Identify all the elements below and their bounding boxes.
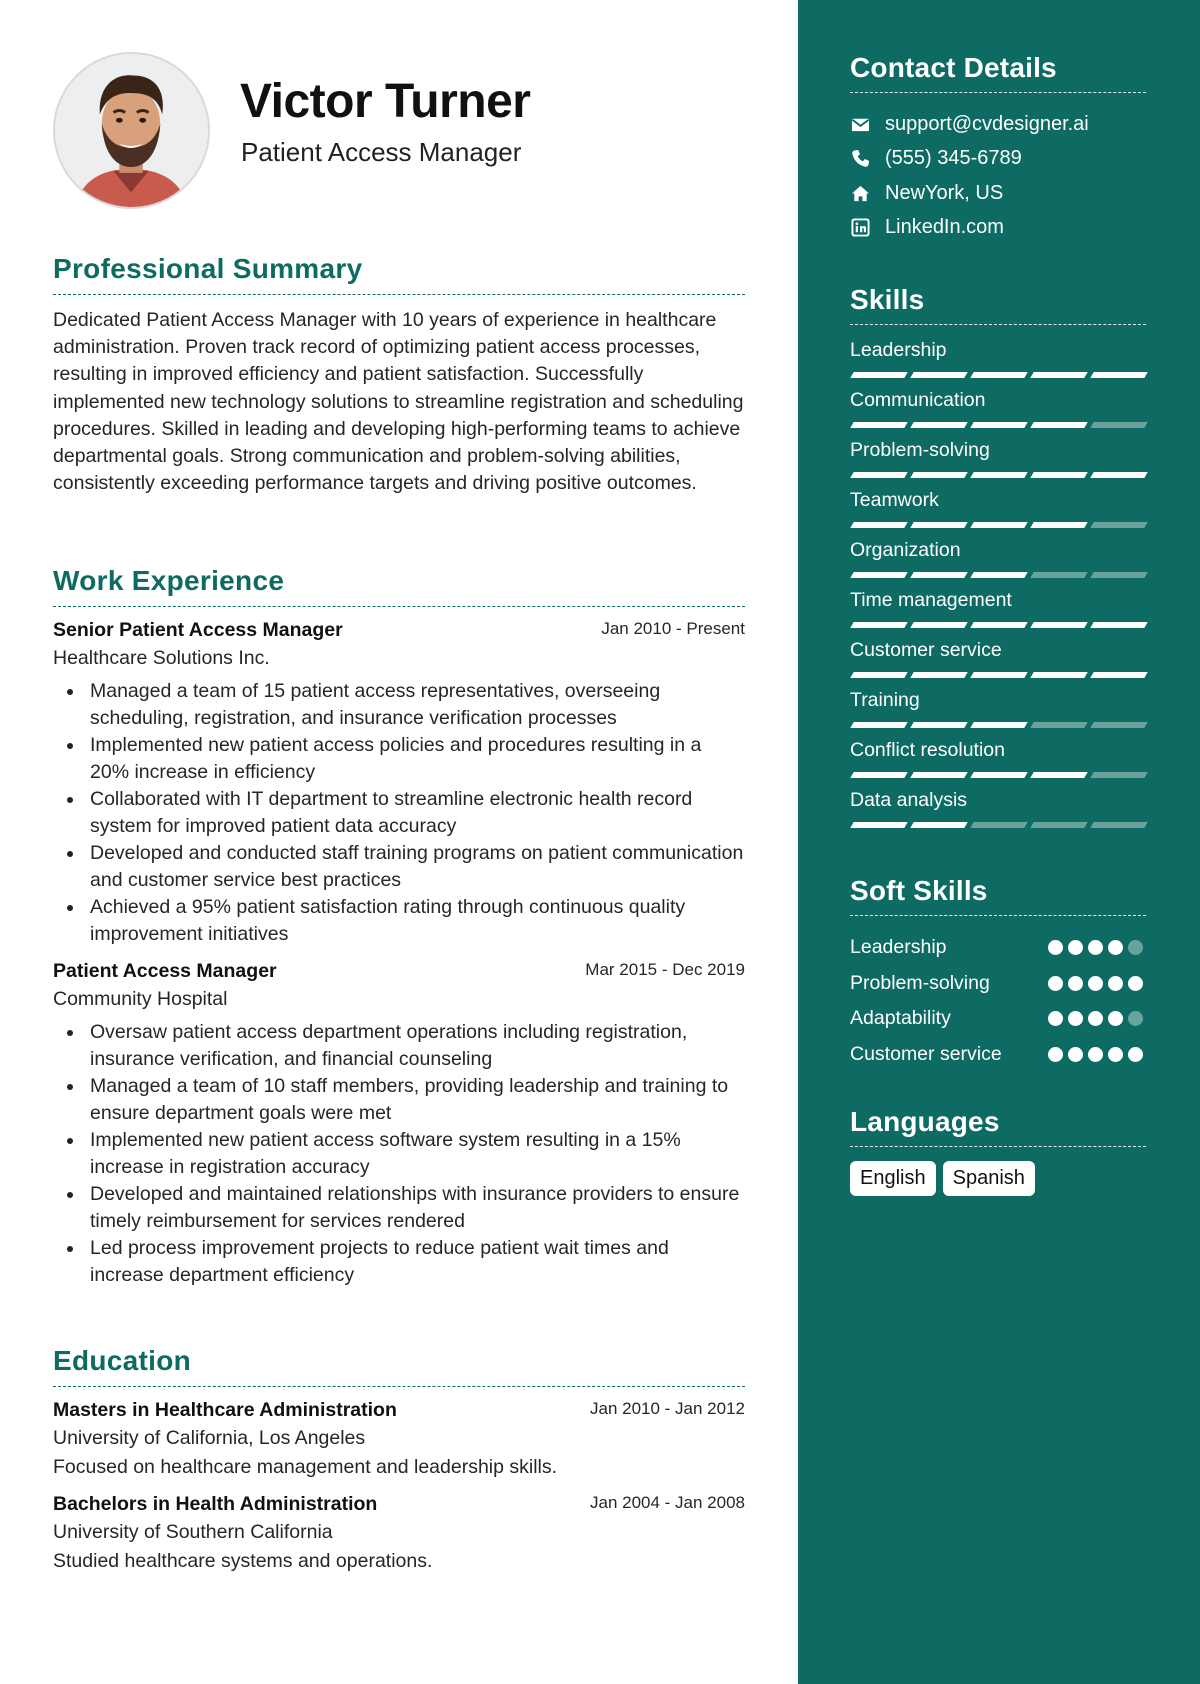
experience-section xyxy=(53,565,745,1301)
job-bullet: Managed a team of 10 staff members, providing leadership and training to ensure department goals were met xyxy=(53,1073,745,1127)
job-bullet: Oversaw patient access department operations including registration, insurance verification, and financial counseling xyxy=(53,1019,745,1073)
skill-item xyxy=(850,639,1146,689)
skill-segment-filled xyxy=(910,472,967,478)
skill-segment-filled xyxy=(850,822,907,828)
skill-segment-filled xyxy=(910,422,967,428)
skill-name: Organization xyxy=(850,539,961,561)
skill-item xyxy=(850,389,1146,439)
soft-skill-name: Problem-solving xyxy=(850,971,990,994)
job-entry xyxy=(53,619,745,948)
skill-item xyxy=(850,789,1146,839)
contact-phone[interactable] xyxy=(850,142,1146,177)
skill-segment-filled xyxy=(1090,372,1147,378)
skill-segment-empty xyxy=(1090,422,1147,428)
job-bullet: Collaborated with IT department to streamline electronic health record system for improved patient data accuracy xyxy=(53,786,745,840)
rating-dot-filled xyxy=(1088,1047,1103,1062)
school-name: University of Southern California xyxy=(53,1521,333,1543)
education-entry xyxy=(53,1493,745,1573)
skill-item xyxy=(850,439,1146,489)
contact-location-text: NewYork, US xyxy=(885,181,1004,204)
soft-skill-item xyxy=(850,930,1146,966)
soft-skills-heading: Soft Skills xyxy=(850,875,1146,916)
skill-segment-empty xyxy=(1090,722,1147,728)
education-header xyxy=(53,1399,745,1425)
experience-heading: Work Experience xyxy=(53,565,745,607)
job-bullet: Developed and conducted staff training programs on patient communication and customer service best practices xyxy=(53,840,745,894)
skill-segment-empty xyxy=(1030,822,1087,828)
rating-dot-empty xyxy=(1128,940,1143,955)
skill-segment-filled xyxy=(910,372,967,378)
skill-segment-filled xyxy=(850,372,907,378)
skill-segment-empty xyxy=(1090,822,1147,828)
contact-email[interactable] xyxy=(850,107,1146,142)
skill-segment-filled xyxy=(850,772,907,778)
skill-segment-filled xyxy=(850,422,907,428)
skill-segment-empty xyxy=(1090,522,1147,528)
education-section xyxy=(53,1345,745,1587)
skill-level-bar xyxy=(850,722,1146,728)
skill-level-bar xyxy=(850,522,1146,528)
skill-segment-filled xyxy=(910,672,967,678)
skill-segment-filled xyxy=(1030,522,1087,528)
soft-skill-item xyxy=(850,1037,1146,1073)
skill-segment-filled xyxy=(910,822,967,828)
job-bullets xyxy=(53,1019,745,1289)
email-icon xyxy=(850,114,870,134)
job-header xyxy=(53,619,745,645)
skill-name: Training xyxy=(850,689,920,711)
education-entry xyxy=(53,1399,745,1479)
summary-section xyxy=(53,253,745,497)
skill-segment-filled xyxy=(1030,422,1087,428)
skill-name: Time management xyxy=(850,589,1012,611)
education-header xyxy=(53,1493,745,1519)
job-bullet: Developed and maintained relationships with insurance providers to ensure timely reimbursement for services rendered xyxy=(53,1181,745,1235)
soft-skill-name: Customer service xyxy=(850,1042,1002,1065)
skill-segment-filled xyxy=(850,722,907,728)
contact-heading: Contact Details xyxy=(850,52,1146,93)
job-bullet: Achieved a 95% patient satisfaction rating through continuous quality improvement initiatives xyxy=(53,894,745,948)
skill-item xyxy=(850,339,1146,389)
candidate-title: Patient Access Manager xyxy=(241,137,522,167)
skill-segment-filled xyxy=(910,522,967,528)
contact-section xyxy=(850,52,1146,245)
skills-section xyxy=(850,284,1146,839)
rating-dot-filled xyxy=(1108,1047,1123,1062)
languages-heading: Languages xyxy=(850,1106,1146,1147)
skill-item xyxy=(850,489,1146,539)
skill-segment-filled xyxy=(910,622,967,628)
soft-skill-name: Adaptability xyxy=(850,1007,951,1030)
skill-name: Conflict resolution xyxy=(850,739,1005,761)
education-description: Focused on healthcare management and leadership skills. xyxy=(53,1456,558,1478)
job-bullets xyxy=(53,678,745,948)
skill-name: Teamwork xyxy=(850,489,939,511)
skill-segment-empty xyxy=(1030,572,1087,578)
education-date: Jan 2004 - Jan 2008 xyxy=(589,1493,745,1512)
soft-skills-section xyxy=(850,875,1146,1072)
skill-item xyxy=(850,739,1146,789)
skill-level-bar xyxy=(850,822,1146,828)
rating-dot-filled xyxy=(1068,940,1083,955)
skill-name: Problem-solving xyxy=(850,439,990,461)
school-name: University of California, Los Angeles xyxy=(53,1427,366,1449)
skill-segment-filled xyxy=(910,572,967,578)
job-bullet: Managed a team of 15 patient access representatives, overseeing scheduling, registration, and insurance verification processes xyxy=(53,678,745,732)
rating-dot-filled xyxy=(1088,1011,1103,1026)
contact-phone-text: (555) 345-6789 xyxy=(885,147,1022,170)
skill-segment-filled xyxy=(850,472,907,478)
soft-skill-rating xyxy=(1048,1011,1146,1026)
education-description: Studied healthcare systems and operations. xyxy=(53,1550,433,1572)
rating-dot-filled xyxy=(1068,976,1083,991)
soft-skill-rating xyxy=(1048,1047,1146,1062)
job-bullet: Implemented new patient access software system resulting in a 15% increase in registration accuracy xyxy=(53,1127,745,1181)
language-tag: English xyxy=(850,1161,936,1196)
summary-heading: Professional Summary xyxy=(53,253,745,295)
rating-dot-filled xyxy=(1128,976,1143,991)
skill-segment-filled xyxy=(970,372,1027,378)
rating-dot-filled xyxy=(1088,976,1103,991)
skill-segment-filled xyxy=(850,572,907,578)
rating-dot-filled xyxy=(1048,940,1063,955)
skill-item xyxy=(850,539,1146,589)
skill-segment-filled xyxy=(970,772,1027,778)
skill-level-bar xyxy=(850,372,1146,378)
skill-segment-filled xyxy=(1030,622,1087,628)
soft-skill-item xyxy=(850,966,1146,1002)
skill-name: Communication xyxy=(850,389,986,411)
job-header xyxy=(53,960,745,986)
profile-photo xyxy=(53,52,210,209)
rating-dot-filled xyxy=(1048,1011,1063,1026)
skill-level-bar xyxy=(850,472,1146,478)
rating-dot-filled xyxy=(1068,1047,1083,1062)
job-date: Mar 2015 - Dec 2019 xyxy=(585,960,745,979)
skill-segment-filled xyxy=(850,522,907,528)
skill-item xyxy=(850,689,1146,739)
linkedin-icon xyxy=(850,218,870,238)
job-company: Healthcare Solutions Inc. xyxy=(53,647,270,669)
skill-segment-filled xyxy=(1030,372,1087,378)
soft-skill-rating xyxy=(1048,976,1146,991)
job-role: Patient Access Manager xyxy=(53,960,277,982)
job-bullet: Implemented new patient access policies and procedures resulting in a 20% increase in efficiency xyxy=(53,732,745,786)
skill-item xyxy=(850,589,1146,639)
degree-name: Bachelors in Health Administration xyxy=(53,1493,378,1515)
rating-dot-filled xyxy=(1068,1011,1083,1026)
skill-level-bar xyxy=(850,672,1146,678)
resume-header xyxy=(53,52,753,210)
rating-dot-filled xyxy=(1128,1047,1143,1062)
skill-segment-filled xyxy=(1090,672,1147,678)
skill-segment-filled xyxy=(970,572,1027,578)
languages-section xyxy=(850,1106,1146,1196)
rating-dot-filled xyxy=(1108,940,1123,955)
home-icon xyxy=(850,183,870,203)
rating-dot-filled xyxy=(1048,976,1063,991)
skill-segment-filled xyxy=(970,422,1027,428)
contact-email-text: support@cvdesigner.ai xyxy=(885,112,1089,135)
contact-linkedin-text: LinkedIn.com xyxy=(885,216,1004,239)
job-bullet: Led process improvement projects to reduce patient wait times and increase department efficiency xyxy=(53,1235,745,1289)
skill-segment-filled xyxy=(910,722,967,728)
rating-dot-filled xyxy=(1108,1011,1123,1026)
contact-linkedin[interactable] xyxy=(850,211,1146,246)
skill-segment-filled xyxy=(1090,472,1147,478)
rating-dot-filled xyxy=(1108,976,1123,991)
education-heading: Education xyxy=(53,1345,745,1387)
degree-name: Masters in Healthcare Administration xyxy=(53,1399,397,1421)
skill-level-bar xyxy=(850,422,1146,428)
skill-name: Leadership xyxy=(850,339,947,361)
skill-name: Data analysis xyxy=(850,789,968,811)
skill-segment-filled xyxy=(910,772,967,778)
skill-segment-empty xyxy=(970,822,1027,828)
soft-skill-rating xyxy=(1048,940,1146,955)
contact-location xyxy=(850,176,1146,211)
candidate-name: Victor Turner xyxy=(240,75,531,128)
skill-segment-filled xyxy=(970,622,1027,628)
skill-level-bar xyxy=(850,772,1146,778)
rating-dot-filled xyxy=(1088,940,1103,955)
skill-segment-filled xyxy=(1030,672,1087,678)
education-date: Jan 2010 - Jan 2012 xyxy=(589,1399,745,1418)
skill-segment-filled xyxy=(970,722,1027,728)
skill-segment-filled xyxy=(1090,622,1147,628)
phone-icon xyxy=(850,149,870,169)
skills-heading: Skills xyxy=(850,284,1146,325)
job-role: Senior Patient Access Manager xyxy=(53,619,343,641)
soft-skill-item xyxy=(850,1001,1146,1037)
skill-segment-filled xyxy=(1030,472,1087,478)
language-list xyxy=(850,1161,1146,1196)
skill-segment-filled xyxy=(970,472,1027,478)
skill-name: Customer service xyxy=(850,639,1002,661)
skill-segment-filled xyxy=(970,672,1027,678)
soft-skill-name: Leadership xyxy=(850,936,947,959)
skill-segment-filled xyxy=(1030,772,1087,778)
job-date: Jan 2010 - Present xyxy=(601,619,745,638)
skills-list xyxy=(850,339,1146,839)
sidebar xyxy=(798,0,1200,1684)
skill-level-bar xyxy=(850,572,1146,578)
job-entry xyxy=(53,960,745,1289)
skill-segment-filled xyxy=(850,622,907,628)
job-company: Community Hospital xyxy=(53,988,228,1010)
skill-segment-empty xyxy=(1090,572,1147,578)
skill-segment-empty xyxy=(1030,722,1087,728)
rating-dot-empty xyxy=(1128,1011,1143,1026)
language-tag: Spanish xyxy=(943,1161,1035,1196)
summary-text: Dedicated Patient Access Manager with 10 years of experience in healthcare administration. Proven track record of optimizing patient access processes, resulting in improved efficiency and patient satisfaction. Successfully implemented new technology solutions to streamline registration and scheduling procedures. Skilled in leading and developing high-performing teams to achieve departmental goals. Strong communication and problem-solving abilities, consistently exceeding performance targets and driving positive outcomes. xyxy=(53,309,744,495)
skill-segment-empty xyxy=(1090,772,1147,778)
skill-segment-filled xyxy=(850,672,907,678)
skill-segment-filled xyxy=(970,522,1027,528)
rating-dot-filled xyxy=(1048,1047,1063,1062)
skill-level-bar xyxy=(850,622,1146,628)
